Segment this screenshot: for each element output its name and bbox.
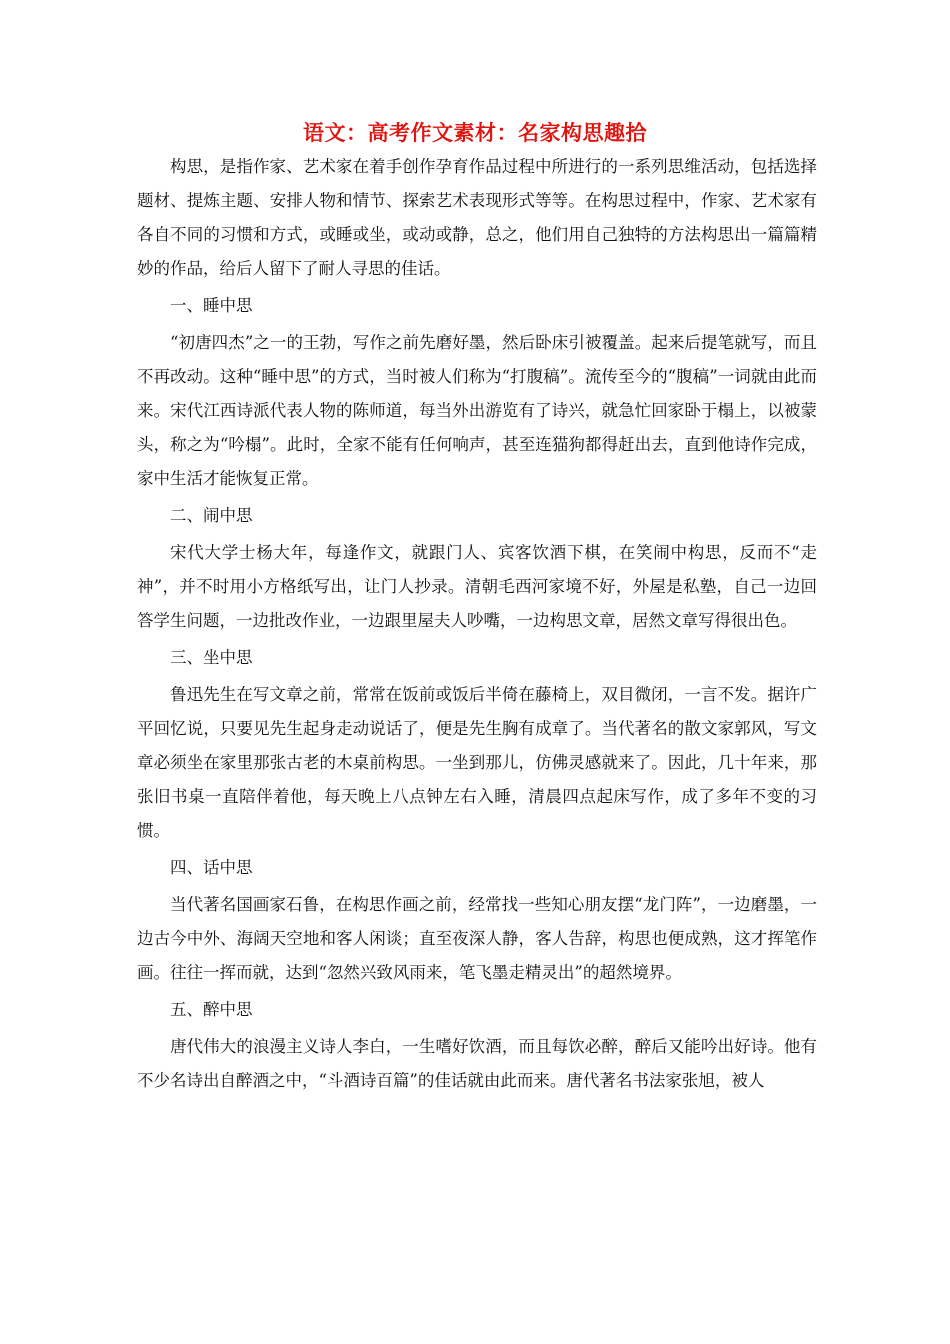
section-text-talking: 当代著名国画家石鲁，在构思作画之前，经常找一些知心朋友摆“龙门阵”，一边磨墨，一边古今中外、海阔天空地和客人闲谈；直至夜深人静，客人告辞，构思也便成熟，这才挥笔作画。往往一挥而就，达到“忽然兴致风雨来，笔飞墨走精灵出”的超然境界。 xyxy=(137,895,817,982)
section-heading-drunk: 五、醉中思 xyxy=(170,1000,253,1019)
section-text-noise: 宋代大学士杨大年，每逢作文，就跟门人、宾客饮酒下棋，在笑闹中构思，反而不“走神”，并不时用小方格纸写出，让门人抄录。清朝毛西河家境不好，外屋是私塾，自己一边回答学生问题，一边批改作业，一边跟里屋夫人吵嘴，一边构思文章，居然文章写得很出色。 xyxy=(137,543,817,630)
section-heading-noise: 二、闹中思 xyxy=(170,506,253,525)
section-text-sitting: 鲁迅先生在写文章之前，常常在饭前或饭后半倚在藤椅上，双目微闭，一言不发。据许广平回忆说，只要见先生起身走动说话了，便是先生胸有成章了。当代著名的散文家郭风，写文章必须坐在家里那张古老的木桌前构思。一坐到那儿，仿佛灵感就来了。因此，几十年来，那张旧书桌一直陪伴着他，每天晚上八点钟左右入睡，清晨四点起床写作，成了多年不变的习惯。 xyxy=(137,685,817,840)
document-body xyxy=(137,150,817,1098)
section-heading-sitting: 三、坐中思 xyxy=(170,648,253,667)
intro-paragraph: 构思，是指作家、艺术家在着手创作孕育作品过程中所进行的一系列思维活动，包括选择题材、提炼主题、安排人物和情节、探索艺术表现形式等等。在构思过程中，作家、艺术家有各自不同的习惯和方式，或睡或坐，或动或静，总之，他们用自己独特的方法构思出一篇篇精妙的作品，给后人留下了耐人寻思的佳话。 xyxy=(137,157,817,278)
document-title: 语文：高考作文素材：名家构思趣拾 xyxy=(303,120,647,145)
section-text-sleep: “初唐四杰”之一的王勃，写作之前先磨好墨，然后卧床引被覆盖。起来后提笔就写，而且不再改动。这种“睡中思”的方式，当时被人们称为“打腹稿”。流传至今的“腹稿”一词就由此而来。宋代江西诗派代表人物的陈师道，每当外出游览有了诗兴，就急忙回家卧于榻上，以被蒙头，称之为“吟榻”。此时，全家不能有任何响声，甚至连猫狗都得赶出去，直到他诗作完成，家中生活才能恢复正常。 xyxy=(137,333,817,488)
section-heading-sleep: 一、睡中思 xyxy=(170,296,253,315)
section-text-drunk: 唐代伟大的浪漫主义诗人李白，一生嗜好饮酒，而且每饮必醉，醉后又能吟出好诗。他有不少名诗出自醉酒之中，“斗酒诗百篇”的佳话就由此而来。唐代著名书法家张旭，被人 xyxy=(137,1037,817,1090)
section-heading-talking: 四、话中思 xyxy=(170,858,253,877)
